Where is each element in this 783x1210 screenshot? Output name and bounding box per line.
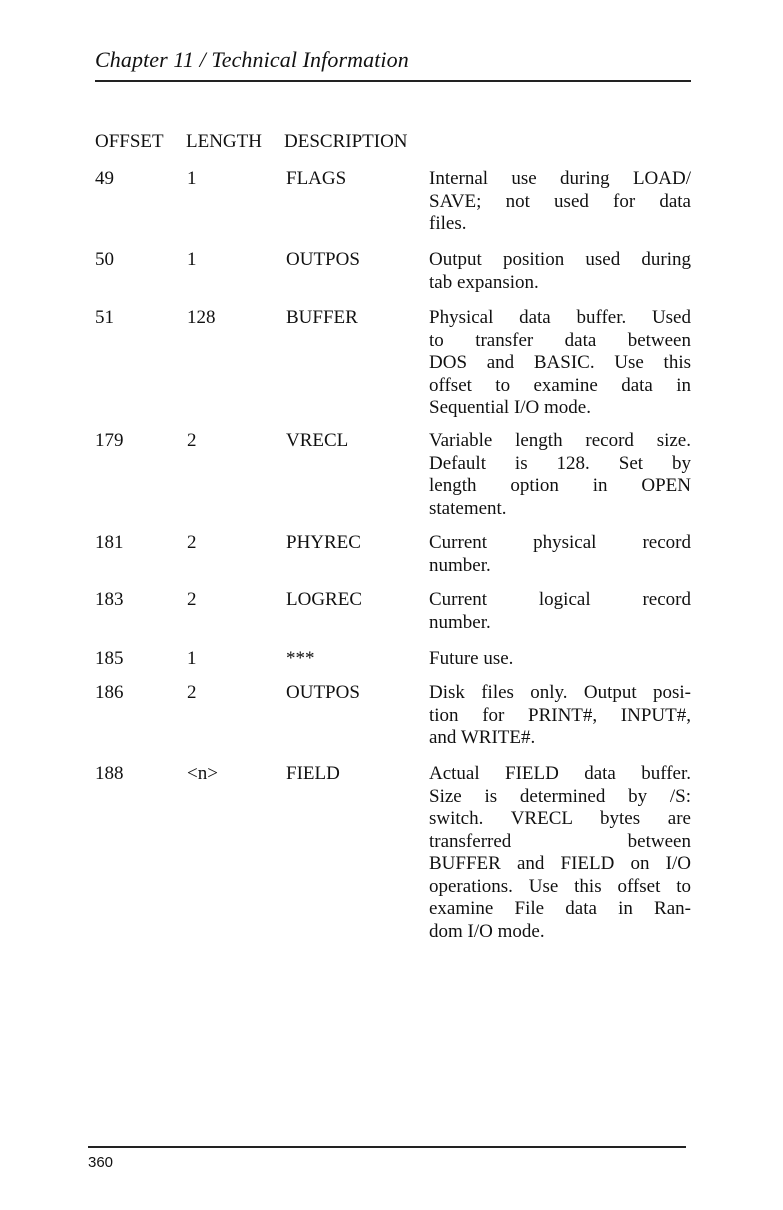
row-description [429, 168, 691, 236]
row-length: 2 [187, 430, 197, 451]
description-line: to transfer data between [429, 329, 691, 351]
description-line: Future use. [429, 648, 514, 669]
row-description [429, 589, 691, 634]
description-line: number. [429, 611, 491, 633]
row-field-name: VRECL [286, 430, 349, 451]
description-line: Sequential I/O mode. [429, 397, 591, 418]
description-line: SAVE; not used for data [429, 190, 691, 212]
row-offset: 185 [95, 648, 124, 669]
row-length: 2 [187, 532, 197, 553]
row-length: 2 [187, 589, 197, 610]
row-length: 1 [187, 168, 197, 189]
row-offset: 186 [95, 682, 124, 703]
page-number: 360 [88, 1154, 114, 1171]
description-line: Current logical record [429, 589, 691, 610]
description-line: BUFFER and FIELD on I/O [429, 853, 691, 874]
row-offset: 183 [95, 589, 124, 610]
row-description [429, 682, 691, 750]
page-header: Chapter 11 / Technical Information [95, 47, 409, 72]
row-field-name: OUTPOS [286, 682, 360, 703]
row-description [429, 532, 691, 577]
description-line: files. [429, 213, 467, 234]
description-line: Internal use during LOAD/ [429, 168, 691, 189]
description-line: switch. VRECL bytes are [429, 808, 691, 829]
description-line: tion for PRINT#, INPUT#, [429, 704, 691, 726]
description-line: Physical data buffer. Used [429, 307, 691, 328]
row-description [429, 307, 691, 420]
row-field-name: FLAGS [286, 168, 347, 189]
row-field-name: OUTPOS [286, 249, 360, 270]
description-line: tab expansion. [429, 271, 539, 293]
row-offset: 181 [95, 532, 124, 553]
row-description [429, 648, 691, 671]
row-length: <n> [187, 763, 218, 784]
row-offset: 51 [95, 307, 114, 328]
row-description [429, 763, 691, 943]
description-line: Disk files only. Output posi- [429, 682, 691, 703]
row-length: 128 [187, 307, 216, 328]
header-rule [95, 80, 691, 82]
description-line: Output position used during [429, 249, 691, 270]
description-line: DOS and BASIC. Use this [429, 352, 691, 373]
row-length: 2 [187, 682, 197, 703]
row-description [429, 249, 691, 294]
description-line: length option in OPEN [429, 475, 691, 496]
description-line: examine File data in Ran- [429, 898, 691, 919]
row-length: 1 [187, 249, 197, 270]
row-offset: 49 [95, 168, 114, 189]
description-line: transferred between [429, 830, 691, 852]
description-line: operations. Use this offset to [429, 875, 691, 897]
footer-rule [88, 1146, 686, 1148]
description-line: Actual FIELD data buffer. [429, 763, 691, 784]
description-line: Current physical record [429, 532, 691, 553]
row-field-name: LOGREC [286, 589, 362, 610]
description-line: Size is determined by /S: [429, 785, 691, 807]
description-line: dom I/O mode. [429, 920, 545, 942]
column-heading-description: DESCRIPTION [284, 131, 408, 152]
description-line: offset to examine data in [429, 374, 691, 396]
description-line: statement. [429, 497, 507, 519]
row-field-name: PHYREC [286, 532, 361, 553]
description-line: Variable length record size. [429, 430, 691, 451]
description-line: number. [429, 554, 491, 576]
row-description [429, 430, 691, 520]
row-offset: 50 [95, 249, 114, 270]
column-heading-length: LENGTH [186, 131, 262, 152]
row-offset: 179 [95, 430, 124, 451]
row-length: 1 [187, 648, 197, 669]
row-field-name: *** [286, 648, 315, 669]
row-field-name: FIELD [286, 763, 340, 784]
description-line: and WRITE#. [429, 727, 536, 748]
row-field-name: BUFFER [286, 307, 358, 328]
column-heading-offset: OFFSET [95, 131, 164, 152]
description-line: Default is 128. Set by [429, 452, 691, 474]
row-offset: 188 [95, 763, 124, 784]
